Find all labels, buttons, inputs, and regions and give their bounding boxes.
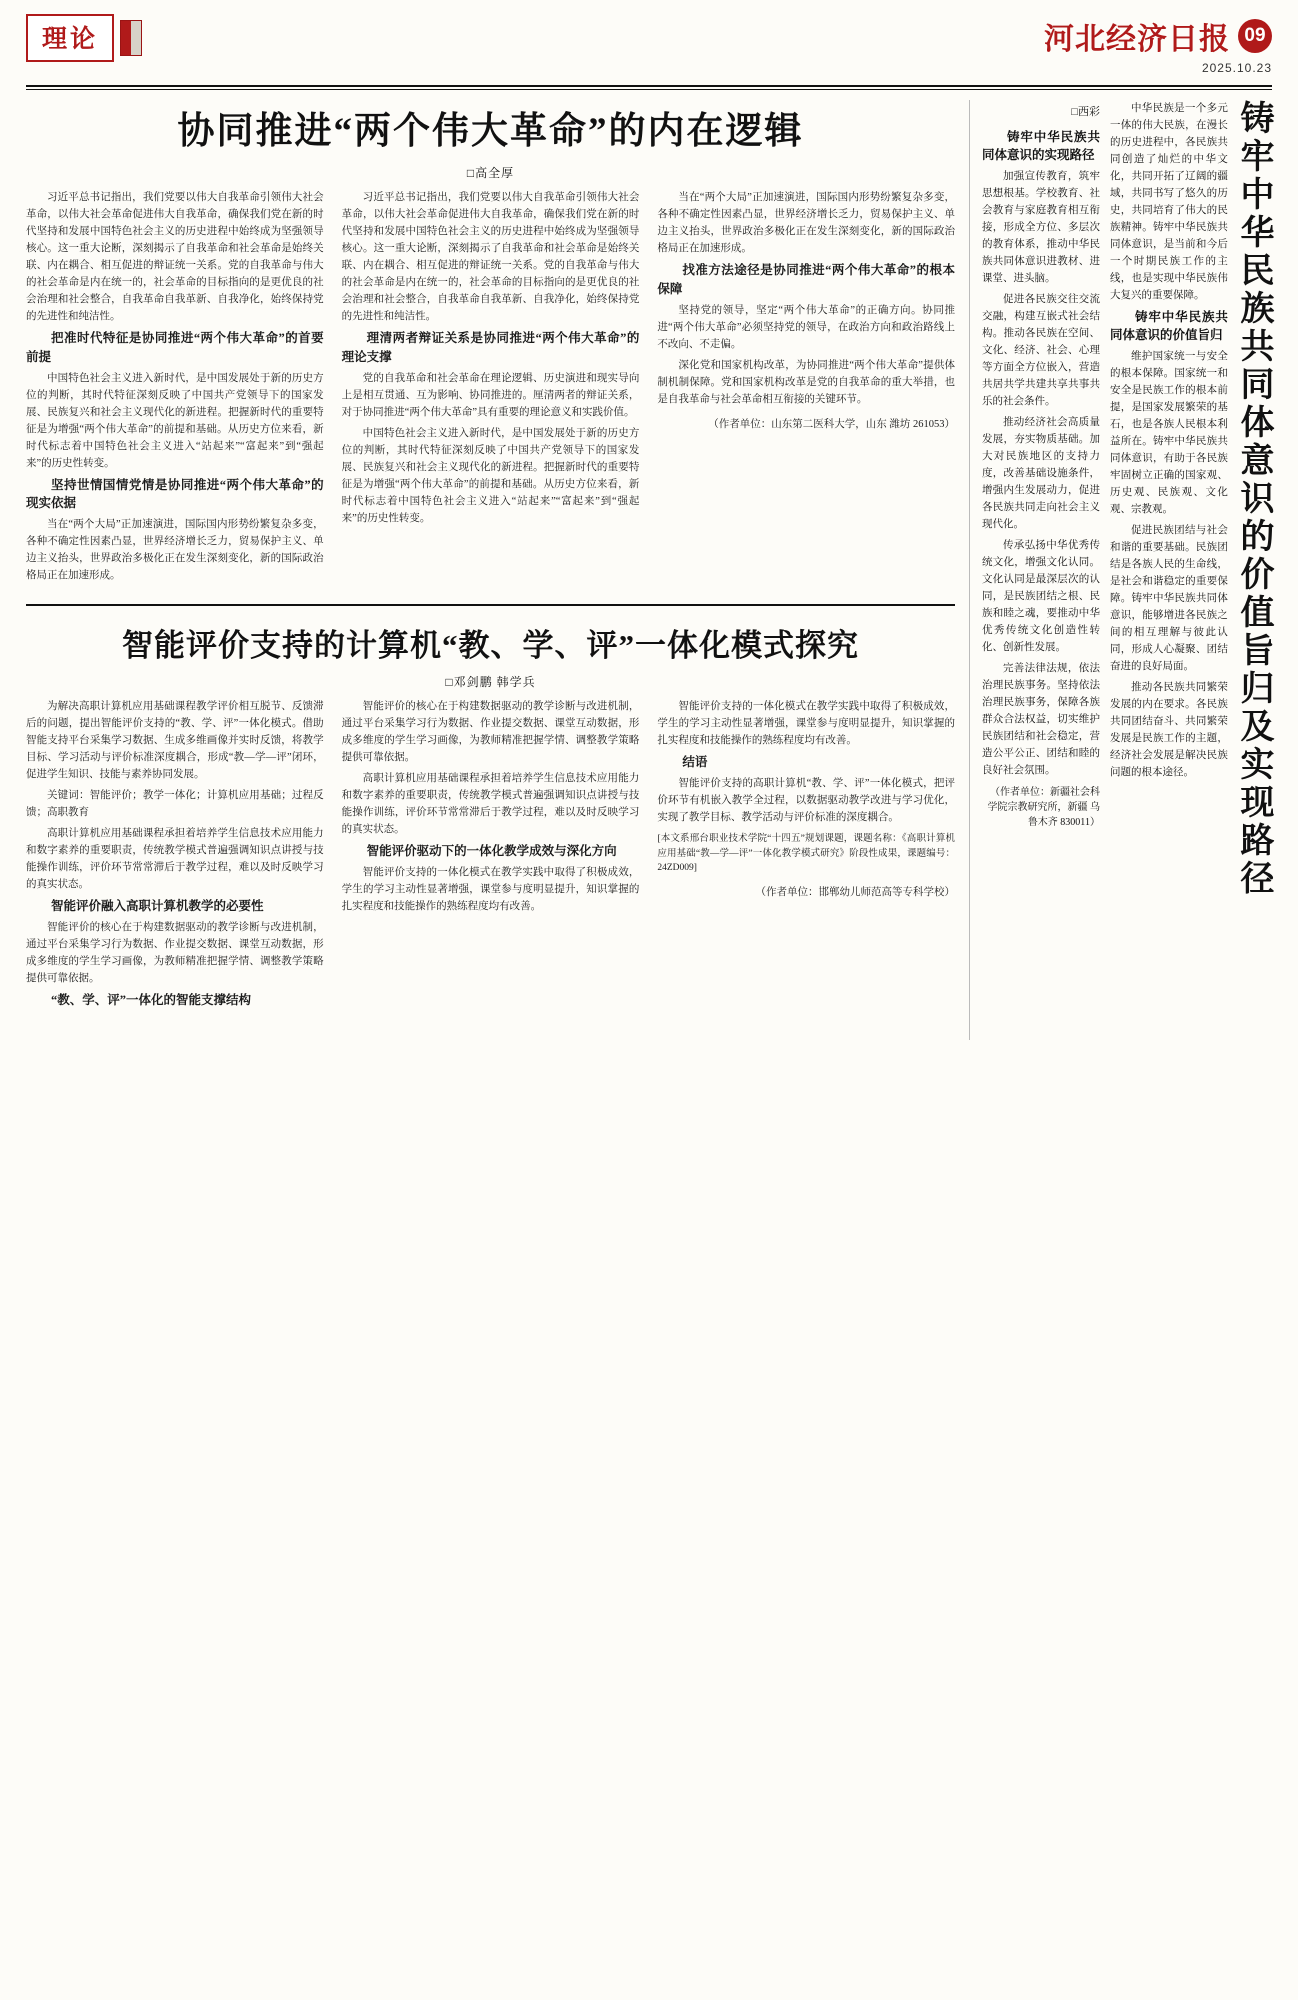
paragraph: 智能评价支持的高职计算机“教、学、评”一体化模式，把评价环节有机嵌入教学全过程，以数据驱动教学改进与学习优化，实现了教学目标、教学活动与评价标准的深度耦合。 — [657, 778, 956, 824]
keywords-label: 关键词： — [47, 789, 90, 801]
keywords-value: 智能评价；教学一体化；计算机应用基础；过程反馈；高职教育 — [26, 789, 324, 818]
article-one-column-1 — [26, 189, 324, 588]
feature-byline: □西彩 — [1071, 106, 1100, 118]
feature-signature: （作者单位：新疆社会科学院宗教研究所，新疆 乌鲁木齐 830011） — [987, 787, 1100, 829]
paragraph: 智能评价的核心在于构建数据驱动的教学诊断与改进机制，通过平台采集学习行为数据、作业提交数据、课堂互动数据，形成多维度的学生学习画像，为教师精准把握学情、调整教学策略提供可靠依据。 — [341, 700, 640, 763]
left-zone — [26, 100, 955, 1040]
paragraph: 高职计算机应用基础课程承担着培养学生信息技术应用能力和数字素养的重要职责，传统教学模式普遍强调知识点讲授与技能操作训练，评价环节常常滞后于教学过程，难以及时反映学习的真实状态。 — [26, 827, 324, 890]
masthead — [26, 0, 1272, 81]
paper-brand — [1044, 14, 1272, 75]
subhead: 智能评价融入高职计算机教学的必要性 — [51, 898, 264, 913]
subhead: 理清两者辩证关系是协同推进“两个伟大革命”的理论支撑 — [341, 331, 640, 364]
subhead: 找准方法途径是协同推进“两个伟大革命”的根本保障 — [657, 263, 956, 296]
paragraph: 中华民族是一个多元一体的伟大民族，在漫长的历史进程中，各民族共同创造了灿烂的中华文化，共同开拓了辽阔的疆域，共同书写了悠久的历史，共同培育了伟大的民族精神。铸牢中华民族共同体意识，是当前和今后一个时期民族工作的主线，也是实现中华民族伟大复兴的重要保障。 — [1109, 103, 1228, 301]
paragraph: 完善法律法规，依法治理民族事务。坚持依法治理民族事务，保障各族群众合法权益，切实维护民族团结和社会稳定，营造公平公正、团结和睦的良好社会氛围。 — [981, 663, 1100, 777]
paragraph: 党的自我革命和社会革命在理论逻辑、历史演进和现实导向上是相互贯通、互为影响、协同推进的。厘清两者的辩证关系，对于协同推进“两个伟大革命”具有重要的理论意义和实践价值。 — [341, 372, 640, 418]
page-number: 09 — [1238, 19, 1272, 53]
paragraph: 当在“两个大局”正加速演进，国际国内形势纷繁复杂多变，各种不确定性因素凸显，世界经济增长乏力，贸易保护主义、单边主义抬头，世界政治多极化正在发生深刻变化，新的国际政治格局正在加速形成。 — [26, 518, 324, 581]
article-one-byline: □高全厚 — [466, 166, 515, 181]
article-one-signature: （作者单位：山东第二医科大学，山东 潍坊 261053） — [708, 418, 956, 430]
article-divider — [26, 604, 955, 606]
article-one-column-2 — [342, 189, 640, 588]
article-two-signature: （作者单位：邯郸幼儿师范高等专科学校） — [755, 887, 956, 899]
article-two — [26, 620, 955, 1013]
subhead: 结语 — [682, 754, 708, 769]
feature-article — [969, 100, 1272, 1040]
paragraph: 维护国家统一与安全的根本保障。国家统一和安全是民族工作的根本前提，是国家发展繁荣的基石，也是各族人民根本利益所在。铸牢中华民族共同体意识，有助于各民族牢固树立正确的国家观、历史观、民族观、文化观、宗教观。 — [1109, 351, 1228, 516]
paragraph: 习近平总书记指出，我们党要以伟大自我革命引领伟大社会革命，以伟大社会革命促进伟大自我革命，确保我们党在新的时代坚持和发展中国特色社会主义的历史进程中始终成为坚强领导核心。这一重大论断，深刻揭示了自我革命和社会革命是始终关联、内在耦合、相互促进的辩证统一关系。党的自我革命与伟大的社会革命是内在统一的，社会革命的目标指向的是更优良的社会治理和社会整合，自我革命自我革新、自我净化，始终保持党的先进性和纯洁性。 — [26, 192, 324, 323]
paragraph: 智能评价支持的一体化模式在教学实践中取得了积极成效，学生的学习主动性显著增强，课堂参与度明显提升，知识掌握的扎实程度和技能操作的熟练程度均有改善。 — [657, 700, 956, 746]
subhead: “教、学、评”一体化的智能支撑结构 — [51, 993, 252, 1008]
subhead: 智能评价驱动下的一体化教学成效与深化方向 — [366, 843, 617, 858]
subhead: 坚持世情国情党情是协同推进“两个伟大革命”的现实依据 — [26, 477, 324, 510]
subhead: 把准时代特征是协同推进“两个伟大革命”的首要前提 — [26, 331, 324, 364]
article-one — [26, 110, 955, 588]
article-one-headline: 协同推进“两个伟大革命”的内在逻辑 — [177, 111, 804, 152]
feature-column-1 — [1110, 100, 1228, 1040]
paragraph: 智能评价支持的一体化模式在教学实践中取得了积极成效，学生的学习主动性显著增强，课堂参与度明显提升，知识掌握的扎实程度和技能操作的熟练程度均有改善。 — [341, 867, 640, 913]
paragraph: 传承弘扬中华优秀传统文化，增强文化认同。文化认同是最深层次的认同，是民族团结之根、民族和睦之魂，要推动中华优秀传统文化创造性转化、创新性发展。 — [981, 540, 1100, 654]
paragraph: 推动各民族共同繁荣发展的内在要求。各民族共同团结奋斗、共同繁荣发展是民族工作的主题，经济社会发展是解决民族问题的根本途径。 — [1109, 682, 1228, 779]
masthead-rule — [26, 85, 1272, 87]
article-two-headline: 智能评价支持的计算机“教、学、评”一体化模式探究 — [122, 627, 859, 663]
paragraph: 加强宣传教育，筑牢思想根基。学校教育、社会教育与家庭教育相互衔接，形成全方位、多层次的教育体系，推动中华民族共同体意识进教材、进课堂、进头脑。 — [981, 171, 1100, 285]
article-two-byline: □邓剑鹏 韩学兵 — [445, 674, 536, 689]
subhead: 铸牢中华民族共同体意识的价值旨归 — [1109, 310, 1228, 343]
feature-column-2 — [982, 100, 1100, 1040]
paragraph: 智能评价的核心在于构建数据驱动的教学诊断与改进机制，通过平台采集学习行为数据、作业提交数据、课堂互动数据，形成多维度的学生学习画像，为教师精准把握学情、调整教学策略提供可靠依据。 — [26, 922, 324, 985]
paper-name: 河北经济日报 — [1044, 23, 1230, 56]
section-label: 理论 — [26, 14, 114, 62]
paragraph: 促进民族团结与社会和谐的重要基础。民族团结是各族人民的生命线，是社会和谐稳定的重要保障。铸牢中华民族共同体意识，能够增进各民族之间的相互理解与彼此认同，形成人心凝聚、团结奋进的良好局面。 — [1109, 525, 1228, 673]
article-two-fund-note: [本文系邢台职业技术学院“十四五”规划课题，课题名称：《高职计算机应用基础“教—学—评”一体化教学模式研究》阶段性成果，课题编号：24ZD009] — [657, 834, 956, 874]
section-tag — [26, 14, 142, 62]
subhead: 铸牢中华民族共同体意识的实现路径 — [981, 129, 1100, 162]
paragraph: 中国特色社会主义进入新时代，是中国发展处于新的历史方位的判断，其时代特征深刻反映了中国共产党领导下的国家发展、民族复兴和社会主义现代化的新进程。把握新时代的重要特征是为增强“两个伟大革命”的前提和基础。从历史方位来看，新时代标志着中国特色社会主义进入“站起来”“富起来”到“强起来”的历史性转变。 — [26, 372, 324, 469]
paragraph: 当在“两个大局”正加速演进，国际国内形势纷繁复杂多变，各种不确定性因素凸显，世界经济增长乏力，贸易保护主义、单边主义抬头，世界政治多极化正在发生深刻变化，新的国际政治格局正在加速形成。 — [657, 192, 956, 255]
article-two-column-1 — [26, 698, 324, 1013]
paragraph: 坚持党的领导，坚定“两个伟大革命”的正确方向。协同推进“两个伟大革命”必须坚持党的领导，在政治方向和政治路线上不改向、不走偏。 — [657, 304, 956, 350]
feature-vertical-headline: 铸牢中华民族共同体意识的价值旨归及实现路径 — [1235, 100, 1272, 898]
paragraph: 深化党和国家机构改革，为协同推进“两个伟大革命”提供体制机制保障。党和国家机构改革是党的自我革命的重大举措，也是自我革命与社会革命相互衔接的关键环节。 — [657, 359, 956, 405]
abstract: 为解决高职计算机应用基础课程教学评价相互脱节、反馈滞后的问题，提出智能评价支持的“教、学、评”一体化模式。借助智能支持平台采集学习数据、生成多维画像并实时反馈，将教学目标、学习活动与评价标准深度耦合，形成“教—学—评”闭环，促进学生知识、技能与素养协同发展。 — [26, 700, 324, 780]
masthead-rule-thin — [26, 89, 1272, 90]
article-one-column-3 — [657, 189, 955, 588]
paragraph: 促进各民族交往交流交融，构建互嵌式社会结构。推动各民族在空间、文化、经济、社会、心理等方面全方位嵌入，营造共居共学共建共享共事共乐的社会条件。 — [981, 294, 1100, 408]
issue-date: 2025.10.23 — [1201, 61, 1272, 75]
paragraph: 习近平总书记指出，我们党要以伟大自我革命引领伟大社会革命，以伟大社会革命促进伟大自我革命，确保我们党在新的时代坚持和发展中国特色社会主义的历史进程中始终成为坚强领导核心。这一重大论断，深刻揭示了自我革命和社会革命是始终关联、内在耦合、相互促进的辩证统一关系。党的自我革命与伟大的社会革命是内在统一的，社会革命的目标指向的是更优良的社会治理和社会整合，自我革命自我革新、自我净化，始终保持党的先进性和纯洁性。 — [341, 192, 640, 323]
paragraph: 中国特色社会主义进入新时代，是中国发展处于新的历史方位的判断，其时代特征深刻反映了中国共产党领导下的国家发展、民族复兴和社会主义现代化的新进程。把握新时代的重要特征是为增强“两个伟大革命”的前提和基础。从历史方位来看，新时代标志着中国特色社会主义进入“站起来”“富起来”到“强起来”的历史性转变。 — [341, 427, 640, 524]
paragraph: 推动经济社会高质量发展，夯实物质基础。加大对民族地区的支持力度，改善基础设施条件，增强内生发展动力，促进各民族共同走向社会主义现代化。 — [981, 417, 1100, 531]
article-two-column-2 — [342, 698, 640, 1013]
keywords — [26, 787, 324, 821]
paragraph: 高职计算机应用基础课程承担着培养学生信息技术应用能力和数字素养的重要职责，传统教学模式普遍强调知识点讲授与技能操作训练，评价环节常常滞后于教学过程，难以及时反映学习的真实状态。 — [341, 772, 640, 835]
article-two-column-3 — [657, 698, 955, 1013]
flag-icon — [120, 20, 142, 56]
